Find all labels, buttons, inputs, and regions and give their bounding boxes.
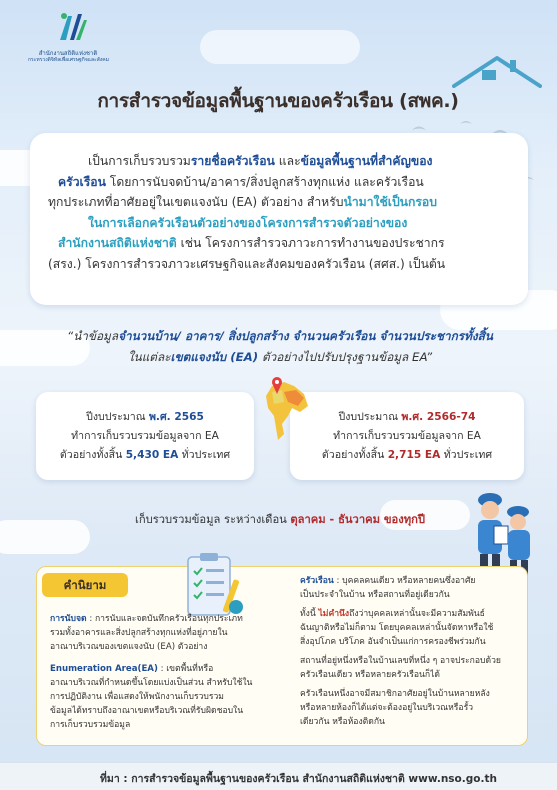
nso-logo	[28, 10, 108, 70]
def-line	[300, 607, 526, 621]
nso-logo-icon	[56, 10, 88, 44]
card-line	[36, 408, 254, 427]
def-text: ทั้งนี้	[300, 609, 319, 619]
intro-text: เช่น โครงการสำรวจภาวะการทำงานของประชากร	[176, 236, 445, 250]
collect-period-highlight: ตุลาคม - ธันวาคม ของทุกปี	[290, 513, 425, 526]
def-term-ea: Enumeration Area(EA)	[50, 664, 158, 674]
def-line: เดียวกัน หรือห้องติดกัน	[300, 717, 385, 727]
card-text: ทั่วประเทศ	[178, 449, 231, 461]
thailand-map-icon	[258, 372, 316, 444]
quote-line	[40, 347, 520, 368]
intro-highlight: นำมาใช้เป็นกรอบ	[343, 195, 437, 209]
def-text: : เขตพื้นที่หรือ	[157, 664, 214, 674]
intro-text: ทุกประเภทที่อาศัยอยู่ในเขตแจงนับ (EA) ตัวอย่าง สำหรับ	[48, 195, 344, 209]
def-line	[50, 612, 290, 626]
intro-line	[48, 192, 514, 213]
quote-highlight: เขตแจงนับ (EA)	[170, 350, 259, 364]
logo-name: สำนักงานสถิติแห่งชาติ	[38, 50, 98, 57]
def-emphasis: ไม่คำนึง	[318, 609, 350, 619]
quote-text: “นำข้อมูล	[67, 329, 119, 343]
card-line: ทำการเก็บรวบรวมข้อมูลจาก EA	[333, 430, 481, 442]
definitions-left-column	[50, 612, 290, 732]
def-line: อาณาบริเวณของเขตแจงนับ (EA) ตัวอย่าง	[50, 642, 208, 652]
quote-text: ในแต่ละ	[127, 350, 171, 364]
intro-text: โดยการนับจดบ้าน/อาคาร/สิ่งปลูกสร้างทุกแห่ง และครัวเรือน	[105, 174, 424, 189]
quote-highlight: จำนวนบ้าน/ อาคาร/ สิ่งปลูกสร้าง จำนวนครัวเรือน จำนวนประชากรทั้งสิ้น	[118, 329, 493, 343]
def-line: ครัวเรือนเดียว หรือหลายครัวเรือนก็ได้	[300, 670, 441, 680]
def-line	[50, 662, 290, 676]
def-line: อาณาบริเวณที่กำหนดขึ้นโดยแบ่งเป็นส่วน สำหรับใช้ใน	[50, 678, 253, 688]
def-line: สิ่งอุปโภค บริโภค อันจำเป็นแก่การครองชีพร่วมกัน	[300, 637, 486, 647]
card-text: ปีงบประมาณ	[338, 411, 402, 423]
house-icon	[452, 52, 542, 88]
intro-text: (สรง.) โครงการสำรวจภาวะเศรษฐกิจและสังคมของครัวเรือน (สศส.) เป็นต้น	[48, 256, 446, 271]
intro-line	[48, 213, 514, 234]
definitions-right-column	[300, 574, 526, 729]
def-line: ครัวเรือนหนึ่งอาจมีสมาชิกอาศัยอยู่ในบ้านหลายหลัง	[300, 689, 490, 699]
quote-line	[40, 326, 520, 347]
card-text: ทั่วประเทศ	[440, 449, 493, 461]
intro-highlight: ข้อมูลพื้นฐานที่สำคัญของ	[300, 154, 433, 168]
collect-text: เก็บรวบรวมข้อมูล ระหว่างเดือน	[135, 513, 291, 526]
intro-line	[48, 233, 514, 254]
card-text: ปีงบประมาณ	[86, 411, 149, 423]
def-line: ข้อมูลได้ทราบถึงอาณาเขตหรือบริเวณที่รับผิดชอบใน	[50, 706, 244, 716]
card-line	[36, 446, 254, 465]
def-line: เป็นประจำในบ้าน หรือสถานที่อยู่เดียวกัน	[300, 590, 450, 600]
intro-box	[30, 133, 528, 305]
cloud	[200, 30, 360, 64]
intro-highlight: ครัวเรือน	[58, 174, 106, 189]
intro-highlight: รายชื่อครัวเรือน	[190, 154, 275, 168]
def-line: ฉันญาติหรือไม่ก็ตาม โดยบุคคลเหล่านั้นจัดหาหรือใช้	[300, 623, 494, 633]
def-text: : การนับและจดบันทึกครัวเรือนทุกประเภท	[86, 614, 243, 624]
intro-text: เป็นการเก็บรวบรวม	[88, 154, 191, 168]
quote	[40, 326, 520, 368]
def-line: สถานที่อยู่หนึ่งหรือในบ้านเลขที่หนึ่ง ๆ อาจประกอบด้วย	[300, 656, 501, 666]
card-year: พ.ศ. 2565	[148, 411, 204, 423]
cloud	[0, 520, 90, 554]
def-term-household: ครัวเรือน	[300, 576, 334, 586]
def-text: : บุคคลคนเดียว หรือหลายคนซึ่งอาศัย	[333, 576, 476, 586]
intro-highlight: สำนักงานสถิติแห่งชาติ	[58, 236, 177, 250]
card-line	[290, 446, 524, 465]
def-line	[300, 574, 526, 588]
quote-text: ตัวอย่างไปปรับปรุงฐานข้อมูล EA”	[258, 350, 433, 364]
collection-period	[90, 510, 470, 528]
def-text: ถึงว่าบุคคลเหล่านั้นจะมีความสัมพันธ์	[349, 609, 485, 619]
card-text: ตัวอย่างทั้งสิ้น	[59, 449, 126, 461]
definitions-tag: คำนิยาม	[42, 573, 128, 597]
card-year: พ.ศ. 2566-74	[401, 411, 476, 423]
budget-card-2565	[36, 392, 254, 480]
card-line	[290, 408, 524, 427]
card-ea-count: 5,430 EA	[125, 449, 179, 461]
page-title: การสำรวจข้อมูลพื้นฐานของครัวเรือน (สพค.)	[97, 90, 459, 112]
logo-subtitle: กระทรวงดิจิทัลเพื่อเศรษฐกิจและสังคม	[28, 57, 109, 63]
budget-card-2566-74	[290, 392, 524, 480]
intro-text: และ	[274, 154, 301, 168]
card-line: ทำการเก็บรวบรวมข้อมูลจาก EA	[71, 430, 219, 442]
card-text: ตัวอย่างทั้งสิ้น	[321, 449, 388, 461]
intro-line	[48, 172, 514, 193]
source-credit: ที่มา : การสำรวจข้อมูลพื้นฐานของครัวเรือน สำนักงานสถิติแห่งชาติ www.nso.go.th	[100, 773, 497, 785]
intro-line	[48, 151, 514, 172]
def-term-counting: การนับจด	[50, 614, 87, 624]
def-line: การเก็บรวบรวมข้อมูล	[50, 720, 131, 730]
def-line: การปฏิบัติงาน เพื่อแสดงให้พนักงานเก็บรวบรวม	[50, 692, 224, 702]
def-line: หรือหลายห้องก็ได้แต่จะต้องอยู่ในบริเวณหรือรั้ว	[300, 703, 474, 713]
intro-line	[48, 254, 514, 275]
card-ea-count: 2,715 EA	[387, 449, 441, 461]
footer	[0, 762, 557, 790]
def-line: รวมทั้งอาคารและสิ่งปลูกสร้างทุกแห่งที่อยู่ภายใน	[50, 628, 228, 638]
intro-highlight: ในการเลือกครัวเรือนตัวอย่างของโครงการสำรวจตัวอย่างของ	[88, 215, 408, 230]
